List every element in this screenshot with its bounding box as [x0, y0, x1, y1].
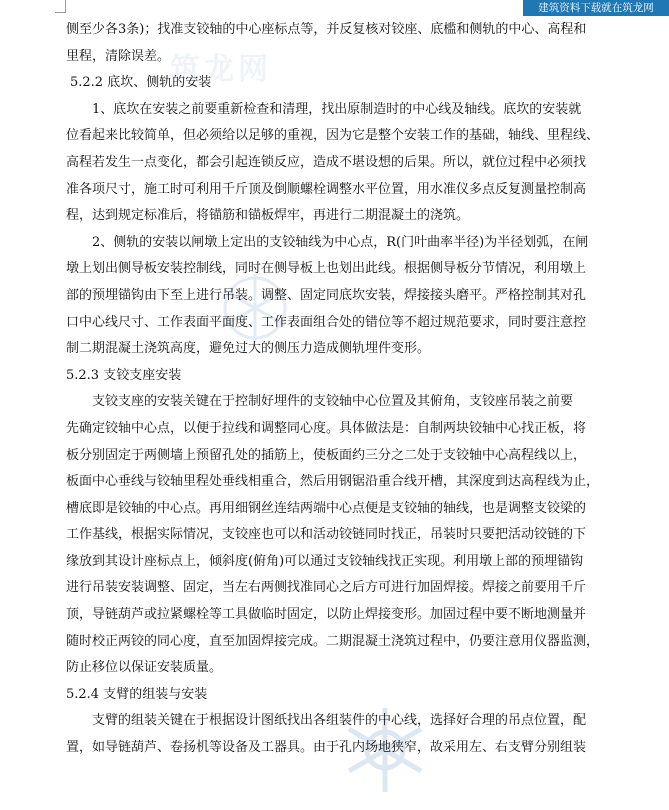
- text-line: 墩上划出侧导板安装控制线，同时在侧导板上也划出此线。根据侧导板分节情况，利用墩上: [66, 261, 587, 277]
- site-banner[interactable]: 建筑资料下载就在筑龙网: [523, 0, 669, 16]
- text-line: 里程，清除误差。: [66, 48, 171, 64]
- text-line: 顶，导链葫芦或拉紧螺栓等工具做临时固定，以防止焊接变形。加固过程中要不断地测量并: [66, 607, 587, 623]
- text-line: 部的预埋锚钩由下至上进行吊装。调整、固定同底坎安装，焊接接头磨平。严格控制其对孔: [66, 287, 587, 303]
- text-line: 准各项尺寸，施工时可利用千斤顶及倒顺螺栓调整水平位置，用水准仪多点反复测量控制高: [66, 181, 587, 197]
- section-heading-5-2-4: 5.2.4 支臂的组装与安装: [66, 686, 208, 702]
- paragraph: [66, 97, 638, 230]
- text-line: 程，达到规定标准后，将锚筋和锚板焊牢，再进行二期混凝土的浇筑。: [66, 208, 470, 224]
- paragraph: [66, 708, 638, 761]
- text-line: 口中心线尺寸、工作表面平面度、工作表面组合处的错位等不超过规范要求，同时要注意控: [66, 314, 587, 330]
- paragraph: [66, 230, 638, 363]
- section-heading-5-2-2: 5.2.2 底坎、侧轨的安装: [70, 75, 212, 91]
- text-line: 支铰支座的安装关键在于控制好埋件的支铰轴中心位置及其俯角，支铰座吊装之前要: [92, 394, 574, 410]
- text-line: 制二期混凝土浇筑高度，避免过大的侧压力造成侧轨埋件变形。: [66, 341, 431, 357]
- text-line: 槽底即是铰轴的中心点。再用细钢丝连结两端中心点便是支铰轴的轴线，也是调整支铰梁的: [66, 500, 587, 516]
- text-line: 高程若发生一点变化，都会引起连锁反应，造成不堪设想的后果。所以，就位过程中必须找: [66, 154, 587, 170]
- text-line: 板分别固定于两侧墙上预留孔处的插筋上，使板面约三分之二处于支铰轴中心高程线以上，: [66, 447, 587, 463]
- paragraph: [66, 17, 638, 70]
- page-corner-mark: [55, 0, 66, 13]
- text-line: 侧至少各3条)；找准支铰轴的中心座标点等，并反复核对铰座、底槛和侧轨的中心、高程和: [66, 22, 587, 37]
- text-line: 置，如导链葫芦、卷扬机等设备及工器具。由于孔内场地狭窄，故采用左、右支臂分别组装: [66, 740, 587, 756]
- text-line: 支臂的组装关键在于根据设计图纸找出各组装件的中心线，选择好合理的吊点位置，配: [92, 713, 587, 729]
- text-line: 工作基线，根据实际情况，支铰座也可以和活动铰链同时找正，吊装时只要把活动铰链的下: [66, 527, 587, 543]
- text-line: 2、侧轨的安装以闸墩上定出的支铰轴线为中心点，R(门叶曲率半径)为半径划弧，在闸: [92, 234, 589, 250]
- text-line: 先确定铰轴中心点，以便于拉线和调整同心度。具体做法是：自制两块铰轴中心找正板，将: [66, 420, 587, 436]
- text-line: 板面中心垂线与铰轴里程处垂线相重合，然后用钢锯沿重合线开槽，其深度到达高程线为止，: [66, 474, 600, 490]
- text-line: 1、底坎在安装之前要重新检查和清理，找出原制造时的中心线及轴线。底坎的安装就: [92, 101, 582, 117]
- paragraph: [66, 389, 638, 682]
- text-line: 随时校正两铰的同心度，直至加固焊接完成。二期混凝土浇筑过程中，仍要注意用仪器监测，: [66, 633, 600, 649]
- document-body: [66, 17, 638, 762]
- watermark-text: 筑龙网: [170, 52, 272, 87]
- text-line: 进行吊装安装调整、固定，当左右两侧找准同心之后方可进行加固焊接。焊接之前要用千斤: [66, 580, 587, 596]
- section-heading-5-2-3: 5.2.3 支铰支座安装: [66, 367, 182, 383]
- text-line: 缘放到其设计座标点上，倾斜度(俯角)可以通过支铰轴线找正实现。利用墩上部的预埋锚钩: [66, 553, 584, 569]
- text-line: 位看起来比较简单，但必须给以足够的重视，因为它是整个安装工作的基础，轴线、里程线、: [66, 128, 600, 144]
- text-line: 防止移位以保证安装质量。: [66, 660, 223, 676]
